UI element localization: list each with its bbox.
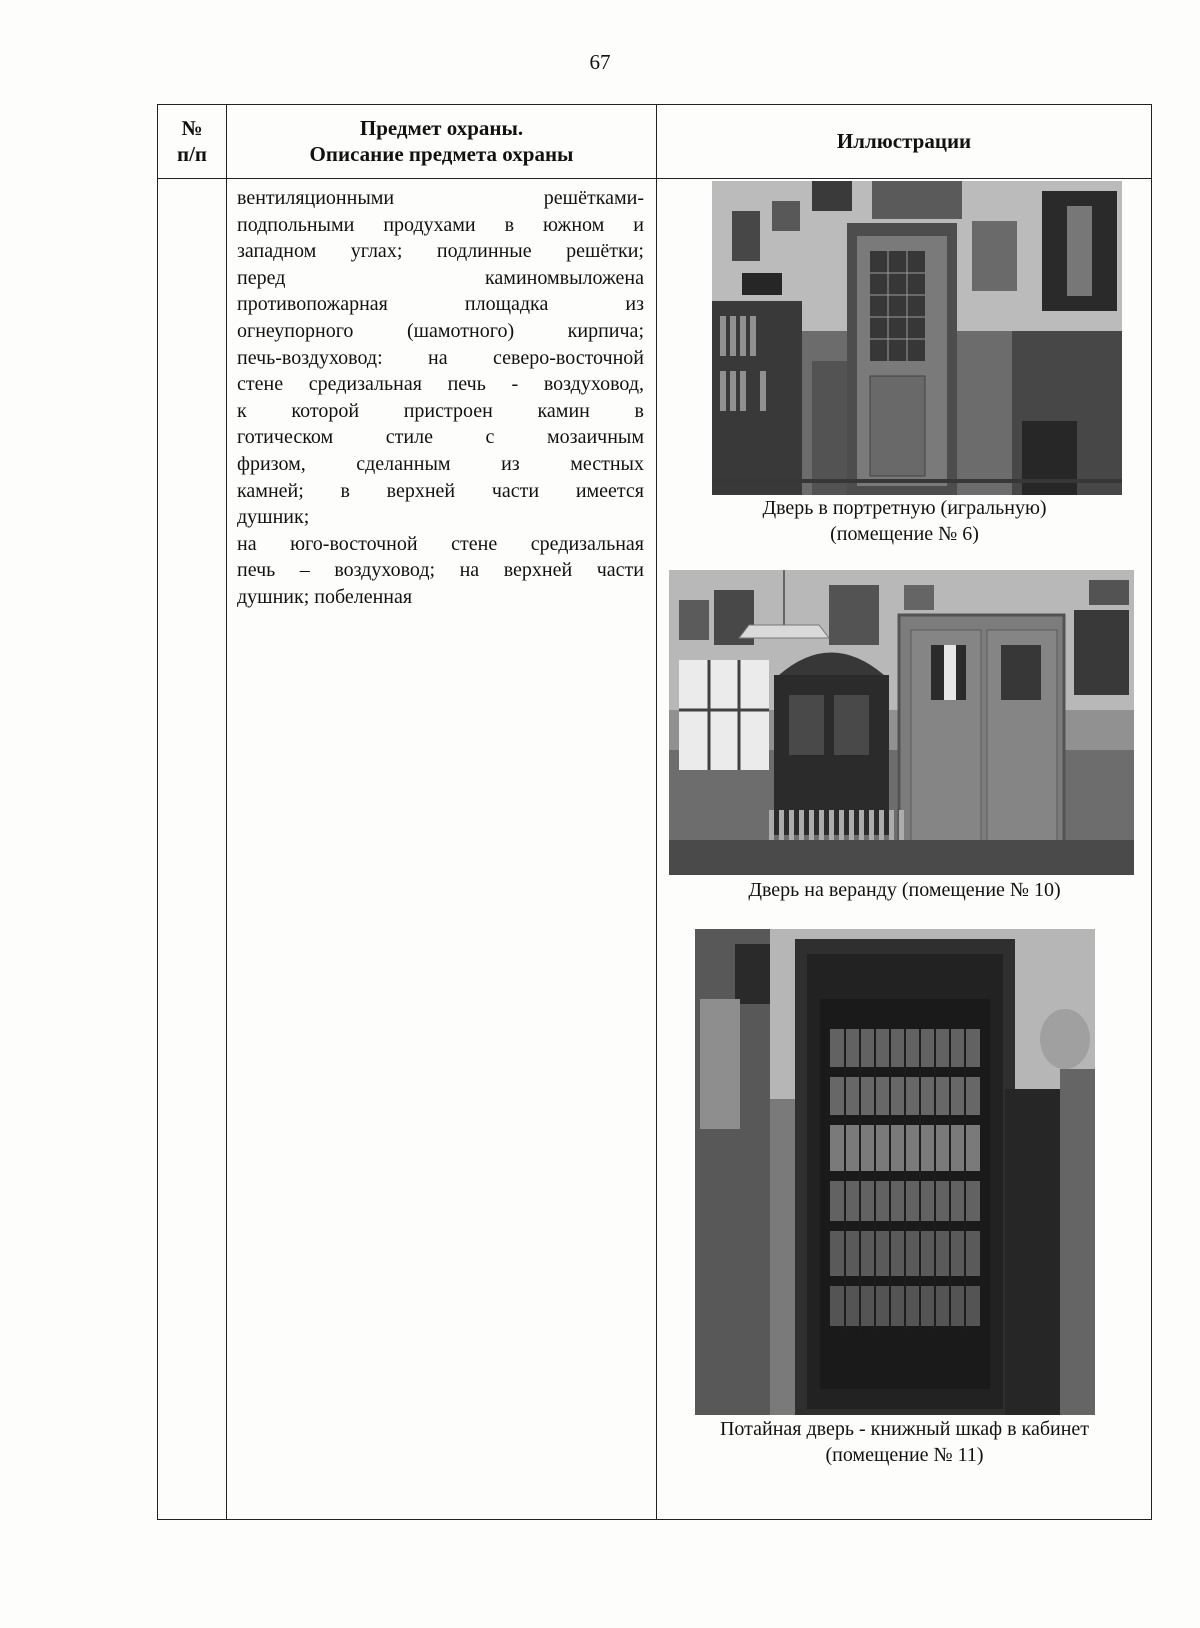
- caption-photo-2: [657, 877, 1152, 903]
- caption-photo-3: [657, 1416, 1152, 1468]
- description-line: огнеупорного (шамотного) кирпича;: [237, 319, 644, 342]
- description-line: печь – воздуховод; на верхней части: [237, 559, 644, 582]
- caption-line: (помещение № 6): [830, 523, 979, 545]
- description-line: противопожарная площадка из: [237, 293, 644, 316]
- header-illustrations: Иллюстрации: [657, 105, 1152, 179]
- description-line: душник;: [237, 506, 310, 529]
- header-number: № п/п: [158, 105, 227, 179]
- header-subject: Предмет охраны. Описание предмета охраны: [227, 105, 657, 179]
- caption-line: Потайная дверь - книжный шкаф в кабинет: [719, 1418, 1090, 1440]
- description-line: камней; в верхней части имеется: [237, 479, 644, 502]
- description-line: подпольными продухами в южном и: [237, 213, 644, 236]
- page-number: 67: [589, 50, 611, 74]
- photo-veranda-door: [669, 570, 1134, 875]
- description-line: западном углах; подлинные решётки;: [237, 240, 644, 263]
- description-line: вентиляционными решётками-: [237, 187, 644, 209]
- illustrations-cell: [657, 179, 1152, 1520]
- description-line: душник; побеленная: [237, 585, 413, 608]
- caption-line: (помещение № 11): [825, 1444, 984, 1466]
- caption-line: Дверь в портретную (игральную): [762, 497, 1047, 519]
- caption-line: Дверь на веранду (помещение № 10): [748, 879, 1061, 901]
- caption-photo-1: [657, 495, 1152, 547]
- description-line: к которой пристроен камин в: [237, 399, 644, 422]
- photo-bookcase-door: [695, 929, 1095, 1415]
- description-line: перед каминомвыложена: [237, 266, 644, 289]
- table-row: [158, 179, 1152, 1520]
- description-line: стене средизальная печь - воздуховод,: [237, 373, 644, 396]
- description-cell: [227, 179, 657, 1520]
- description-line: фризом, сделанным из местных: [237, 452, 644, 475]
- heritage-table: [157, 104, 1152, 1520]
- photo-portrait-room-door: [712, 181, 1122, 495]
- description-line: на юго-восточной стене средизальная: [237, 532, 644, 555]
- table-header-row: [158, 105, 1152, 179]
- description-line: печь-воздуховод: на северо-восточной: [237, 346, 644, 369]
- description-line: готическом стиле с мозаичным: [237, 426, 644, 449]
- row-number-cell: [158, 179, 227, 1520]
